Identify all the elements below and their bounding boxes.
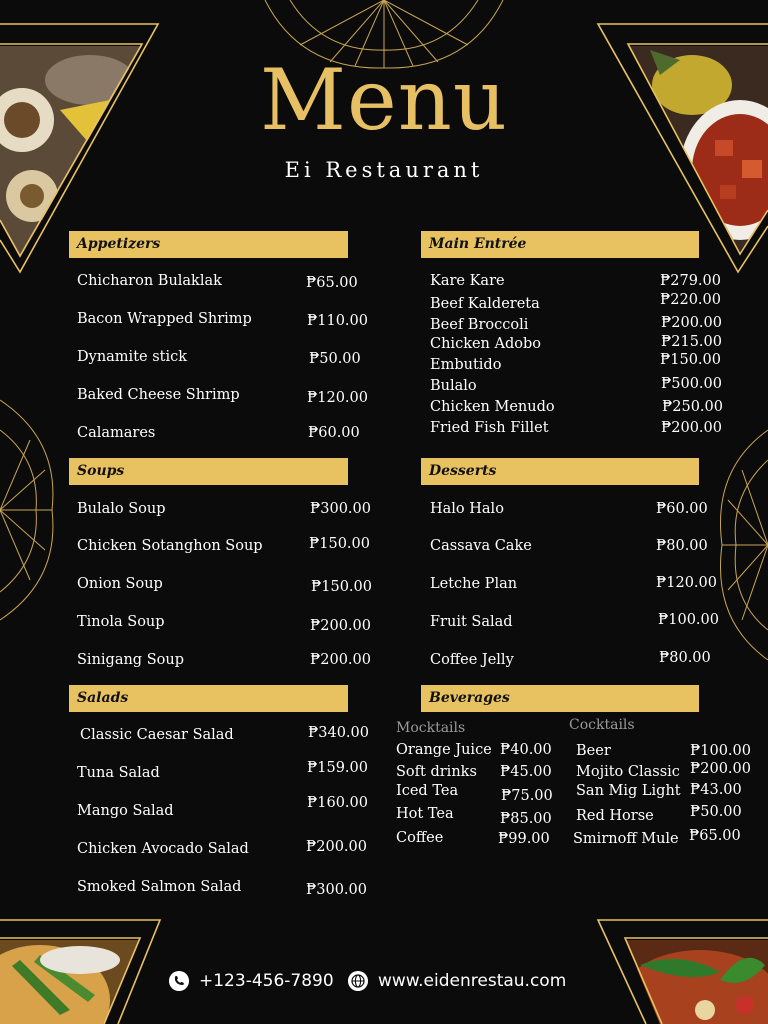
cocktail-price: ₱200.00: [690, 761, 751, 777]
soup-item: Bulalo Soup: [77, 501, 166, 517]
salad-price: ₱340.00: [308, 725, 369, 741]
appetizer-price: ₱120.00: [307, 390, 368, 406]
salad-item: Chicken Avocado Salad: [77, 841, 249, 857]
main-price: ₱150.00: [660, 352, 721, 368]
main-item: Bulalo: [430, 378, 477, 394]
dessert-item: Letche Plan: [430, 576, 518, 592]
appetizer-price: ₱60.00: [308, 425, 360, 441]
dessert-item: Halo Halo: [430, 501, 504, 517]
salad-price: ₱200.00: [306, 839, 367, 855]
cocktails-heading: Cocktails: [569, 717, 635, 733]
cocktail-price: ₱100.00: [690, 743, 751, 759]
appetizer-price: ₱50.00: [309, 351, 361, 367]
main-item: Embutido: [430, 357, 502, 373]
cocktail-price: ₱65.00: [689, 828, 741, 844]
main-price: ₱220.00: [660, 292, 721, 308]
appetizer-item: Baked Cheese Shrimp: [77, 387, 240, 403]
footer-phone[interactable]: +123-456-7890: [199, 971, 334, 991]
mocktail-item: Orange Juice: [396, 742, 492, 758]
main-item: Chicken Adobo: [430, 336, 542, 352]
main-item: Beef Broccoli: [430, 317, 529, 333]
mocktail-price: ₱85.00: [500, 811, 552, 827]
dessert-item: Fruit Salad: [430, 614, 513, 630]
dessert-item: Coffee Jelly: [430, 652, 514, 668]
salad-price: ₱300.00: [306, 882, 367, 898]
appetizer-item: Bacon Wrapped Shrimp: [77, 311, 252, 327]
bottom-left-food-photo: [0, 935, 150, 1024]
left-mandala-ornament: [0, 400, 53, 620]
dessert-price: ₱80.00: [656, 538, 708, 554]
main-price: ₱200.00: [661, 315, 722, 331]
globe-icon: [348, 971, 368, 991]
menu-title: Menu: [260, 51, 508, 149]
dessert-price: ₱80.00: [659, 650, 711, 666]
dessert-price: ₱120.00: [656, 575, 717, 591]
soup-item: Chicken Sotanghon Soup: [77, 538, 263, 554]
main-item: Kare Kare: [430, 273, 505, 289]
main-price: ₱250.00: [662, 399, 723, 415]
phone-icon: [169, 971, 189, 991]
mocktail-price: ₱40.00: [500, 742, 552, 758]
cocktail-item: Beer: [576, 743, 611, 759]
appetizer-item: Calamares: [77, 425, 156, 441]
cocktail-price: ₱43.00: [690, 782, 742, 798]
mocktail-item: Iced Tea: [396, 783, 459, 799]
category-salads: Salads: [69, 685, 348, 712]
soup-item: Sinigang Soup: [77, 652, 184, 668]
mocktail-price: ₱45.00: [500, 764, 552, 780]
salad-item: Mango Salad: [77, 803, 174, 819]
appetizer-price: ₱110.00: [307, 313, 368, 329]
category-appetizers: Appetizers: [69, 231, 348, 258]
mocktail-item: Coffee: [396, 830, 444, 846]
category-soups: Soups: [69, 458, 348, 485]
mocktail-item: Hot Tea: [396, 806, 454, 822]
soup-price: ₱150.00: [311, 579, 372, 595]
mocktail-price: ₱99.00: [498, 831, 550, 847]
mocktail-price: ₱75.00: [501, 788, 553, 804]
salad-price: ₱159.00: [307, 760, 368, 776]
main-price: ₱500.00: [661, 376, 722, 392]
mocktail-item: Soft drinks: [396, 764, 477, 780]
soup-item: Onion Soup: [77, 576, 163, 592]
salad-price: ₱160.00: [307, 795, 368, 811]
main-price: ₱200.00: [661, 420, 722, 436]
main-price: ₱215.00: [661, 334, 722, 350]
soup-price: ₱300.00: [310, 501, 371, 517]
dessert-price: ₱60.00: [656, 501, 708, 517]
category-main-entree: Main Entrée: [421, 231, 699, 258]
salad-item: Smoked Salmon Salad: [77, 879, 242, 895]
main-item: Fried Fish Fillet: [430, 420, 549, 436]
salad-item: Classic Caesar Salad: [80, 727, 234, 743]
soup-price: ₱200.00: [310, 652, 371, 668]
cocktail-item: Red Horse: [576, 808, 654, 824]
restaurant-name: Ei Restaurant: [284, 158, 484, 182]
category-desserts: Desserts: [421, 458, 699, 485]
main-price: ₱279.00: [660, 273, 721, 289]
mocktails-heading: Mocktails: [396, 720, 466, 736]
salad-item: Tuna Salad: [77, 765, 160, 781]
cocktail-item: Mojito Classic: [576, 764, 680, 780]
main-item: Chicken Menudo: [430, 399, 555, 415]
dessert-item: Cassava Cake: [430, 538, 532, 554]
appetizer-item: Chicharon Bulaklak: [77, 273, 222, 289]
soup-item: Tinola Soup: [77, 614, 165, 630]
cocktail-item: San Mig Light: [576, 783, 681, 799]
dessert-price: ₱100.00: [658, 612, 719, 628]
cocktail-item: Smirnoff Mule: [573, 831, 679, 847]
cocktail-price: ₱50.00: [690, 804, 742, 820]
category-beverages: Beverages: [421, 685, 699, 712]
appetizer-price: ₱65.00: [306, 275, 358, 291]
right-mandala-ornament: [720, 430, 768, 660]
main-item: Beef Kaldereta: [430, 296, 540, 312]
appetizer-item: Dynamite stick: [77, 349, 188, 365]
footer-website[interactable]: www.eidenrestau.com: [378, 971, 567, 991]
soup-price: ₱150.00: [309, 536, 370, 552]
soup-price: ₱200.00: [310, 618, 371, 634]
